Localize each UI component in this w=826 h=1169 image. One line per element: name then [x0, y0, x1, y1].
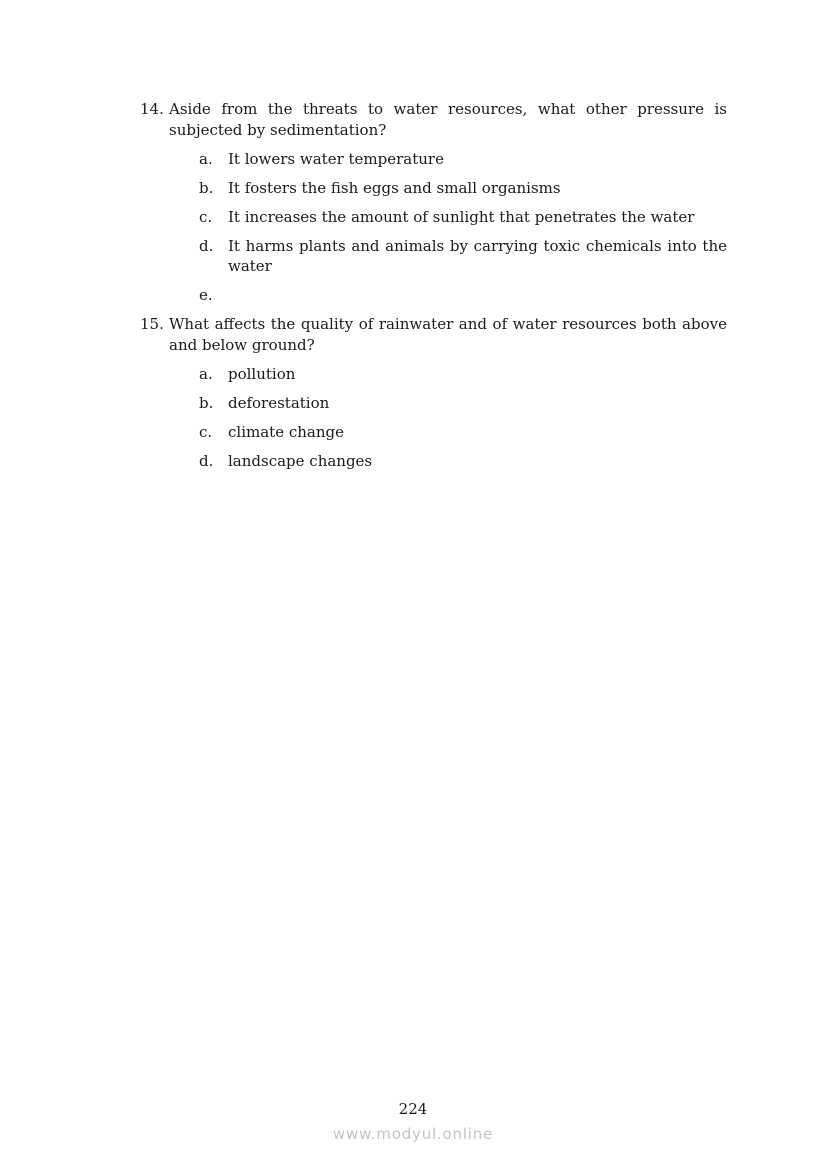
option-letter: a. — [199, 364, 213, 383]
question-stem — [140, 314, 727, 355]
option-letter: b. — [199, 393, 214, 412]
question-text: What affects the quality of rainwater and of water resources both above and below ground? — [169, 315, 727, 354]
option-c — [199, 207, 727, 228]
option-b — [199, 393, 727, 414]
option-letter: d. — [199, 236, 214, 255]
option-letter: a. — [199, 149, 213, 168]
option-letter: c. — [199, 207, 213, 226]
option-text — [228, 285, 727, 306]
option-b — [199, 178, 727, 199]
option-letter: d. — [199, 451, 214, 470]
option-text: It increases the amount of sunlight that penetrates the water — [228, 207, 695, 226]
option-d — [199, 236, 727, 277]
option-letter: c. — [199, 422, 213, 441]
option-a — [199, 364, 727, 385]
option-d — [199, 451, 727, 472]
option-letter: e. — [199, 286, 213, 304]
option-text: It harms plants and animals by carrying toxic chemicals into the water — [228, 236, 727, 275]
document-body — [140, 99, 727, 480]
option-text: landscape changes — [228, 451, 373, 470]
option-text: It lowers water temperature — [228, 149, 444, 168]
page-number: 224 — [398, 1100, 428, 1118]
question-number: 15. — [140, 315, 164, 333]
option-text: climate change — [228, 422, 344, 441]
question-14 — [140, 99, 727, 306]
question-number: 14. — [140, 100, 164, 118]
option-text: It fosters the fish eggs and small organisms — [228, 178, 561, 197]
watermark: www.modyul.online — [332, 1125, 494, 1143]
question-text: Aside from the threats to water resources, what other pressure is subjected by sedimentation? — [169, 100, 727, 139]
option-letter: b. — [199, 178, 214, 197]
option-text: pollution — [228, 364, 296, 383]
option-c — [199, 422, 727, 443]
question-15 — [140, 314, 727, 471]
option-a — [199, 149, 727, 170]
question-stem — [140, 99, 727, 140]
answer-options — [140, 364, 727, 472]
answer-options — [140, 149, 727, 306]
option-text: deforestation — [228, 393, 330, 412]
option-e — [199, 285, 727, 306]
